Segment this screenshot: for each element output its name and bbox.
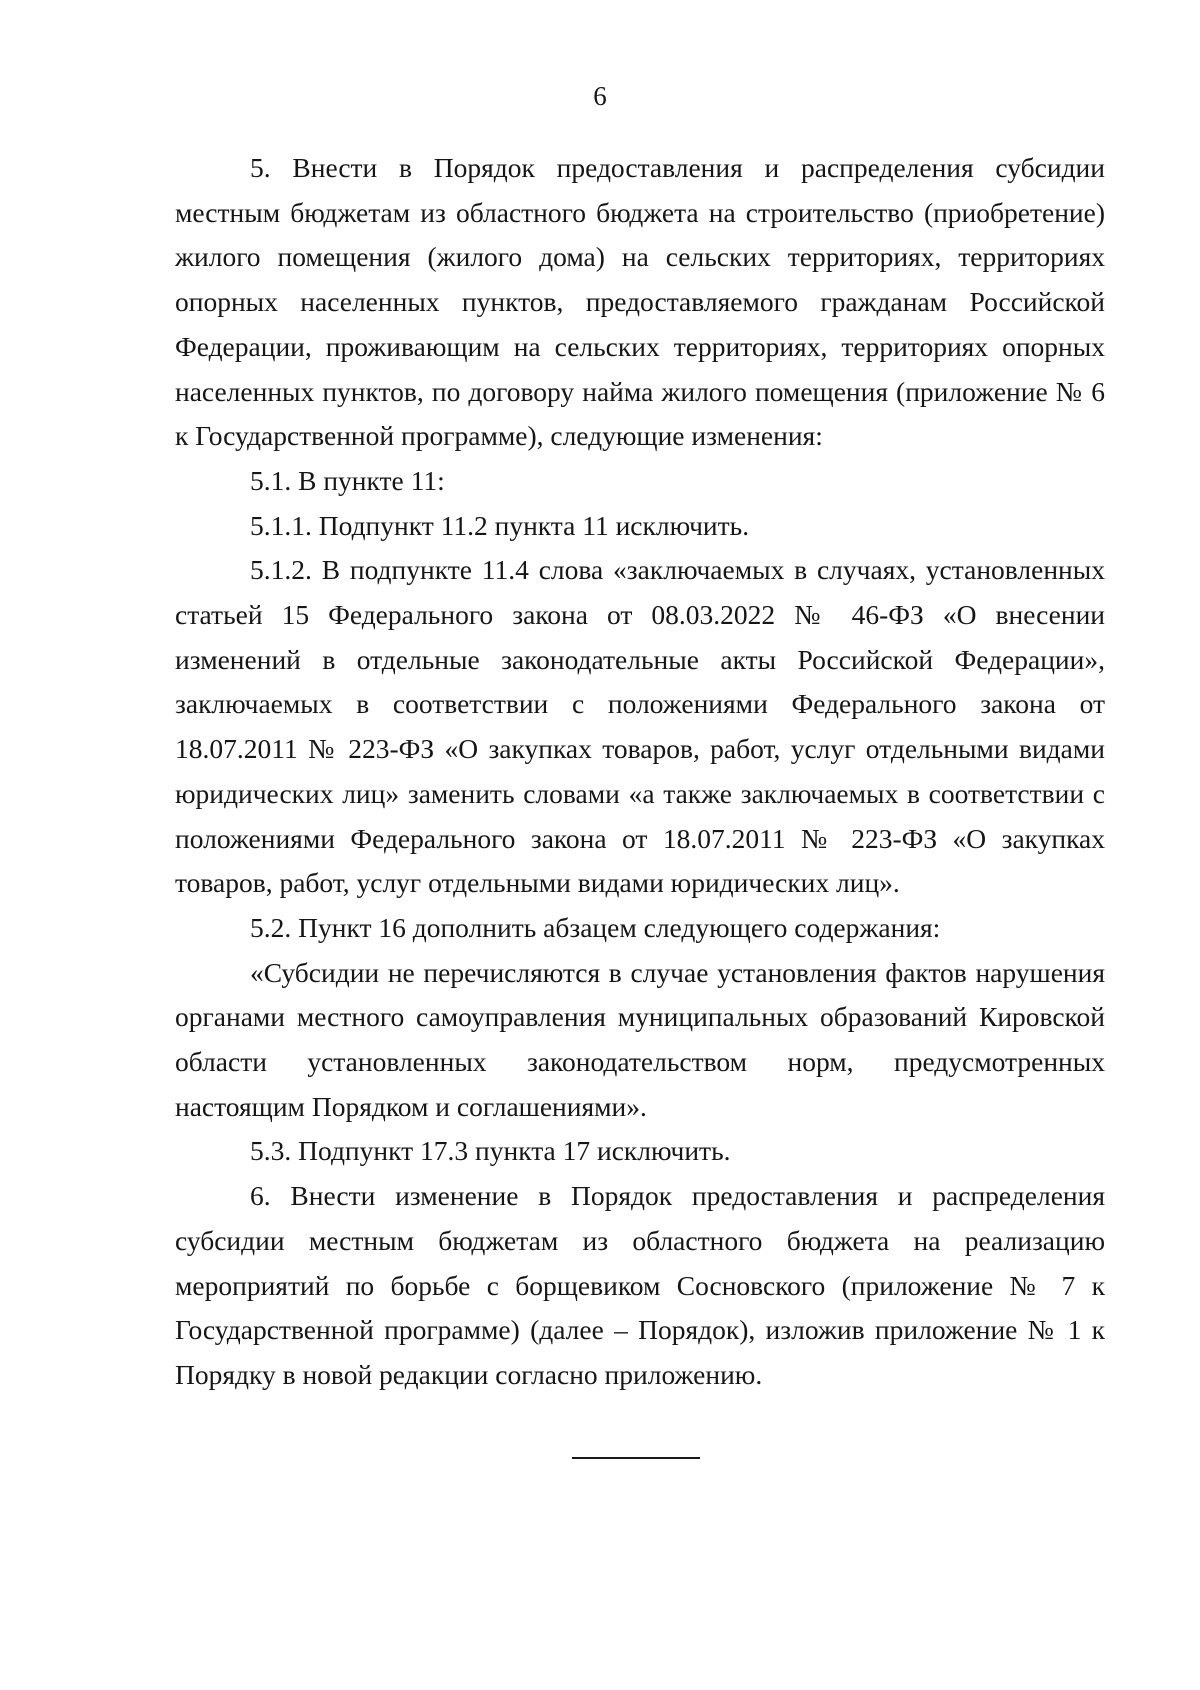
document-body	[175, 146, 1105, 1398]
paragraph-5-2-quote: «Субсидии не перечисляются в случае установления фактов нарушения органами местного самоуправления муниципальных образований Кировской области установленных законодательством норм, предусмотренных настоящим Порядком и соглашениями».	[175, 956, 1105, 1122]
page-number: 6	[593, 81, 607, 111]
paragraph-6: 6. Внести изменение в Порядок предоставления и распределения субсидии местным бюджетам из областного бюджета на реализацию мероприятий по борьбе с борщевиком Сосновского (приложение № 7 к Государственной программе) (далее – Порядок), изложив приложение № 1 к Порядку в новой редакции согласно приложению.	[175, 1180, 1105, 1390]
paragraph-5-1-1: 5.1.1. Подпункт 11.2 пункта 11 исключить.	[250, 509, 750, 541]
end-separator-line	[572, 1457, 700, 1459]
paragraph-5-1-2: 5.1.2. В подпункте 11.4 слова «заключаемых в случаях, установленных статьей 15 Федерального закона от 08.03.2022 № 46-ФЗ «О внесении изменений в отдельные законодательные акты Российской Федерации», заключаемых в соответствии с положениями Федерального закона от 18.07.2011 № 223-ФЗ «О закупках товаров, работ, услуг отдельными видами юридических лиц» заменить словами «а также заключаемых в соответствии с положениями Федерального закона от 18.07.2011 № 223-ФЗ «О закупках товаров, работ, услуг отдельными видами юридических лиц».	[175, 554, 1105, 899]
paragraph-5-2: 5.2. Пункт 16 дополнить абзацем следующего содержания:	[250, 911, 941, 943]
paragraph-5-3: 5.3. Подпункт 17.3 пункта 17 исключить.	[250, 1135, 731, 1167]
paragraph-5-1: 5.1. В пункте 11:	[250, 464, 445, 496]
paragraph-5: 5. Внести в Порядок предоставления и распределения субсидии местным бюджетам из областного бюджета на строительство (приобретение) жилого помещения (жилого дома) на сельских территориях, территориях опорных населенных пунктов, предоставляемого гражданам Российской Федерации, проживающим на сельских территориях, территориях опорных населенных пунктов, по договору найма жилого помещения (приложение № 6 к Государственной программе), следующие изменения:	[175, 152, 1105, 452]
